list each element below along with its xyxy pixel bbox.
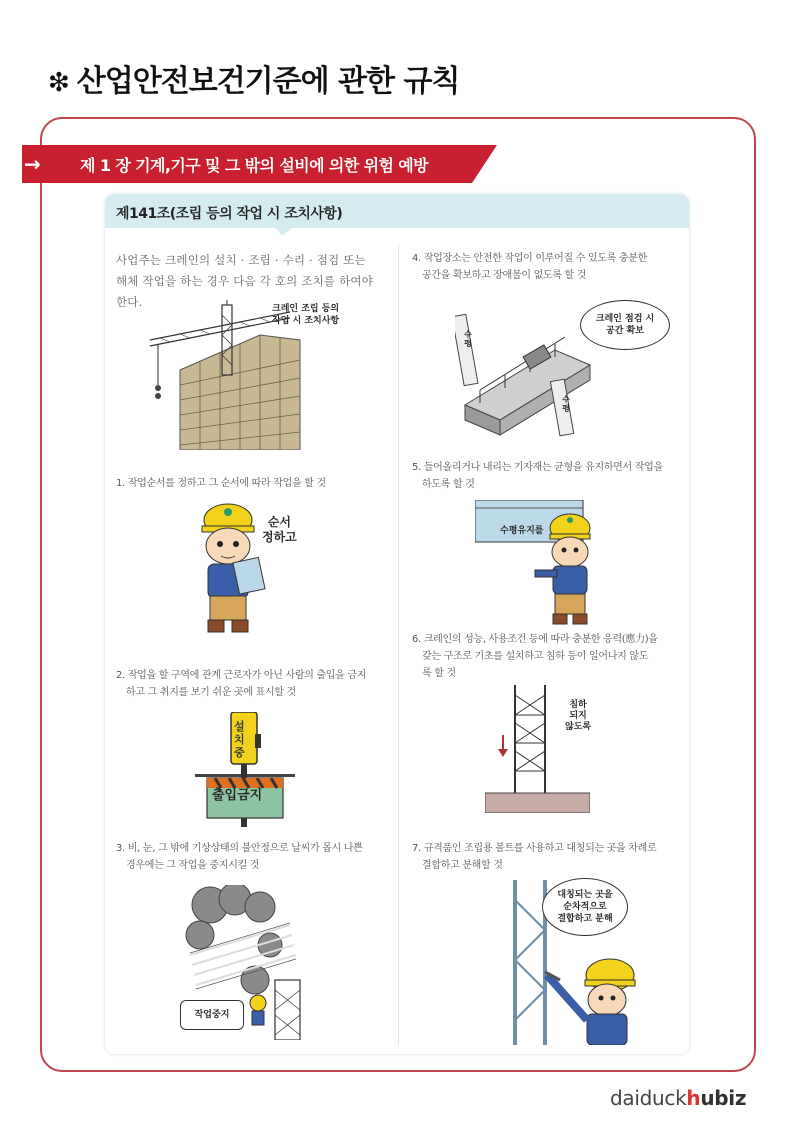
item-line: 하고 그 취지를 보기 쉬운 곳에 표시할 것 bbox=[126, 687, 296, 698]
sign-vertical-text bbox=[234, 720, 245, 759]
tower-caption bbox=[565, 700, 591, 733]
brand-part: ubiz bbox=[700, 1086, 747, 1110]
bolt-bubble bbox=[542, 878, 628, 936]
bolt-bubble-line: 대칭되는 곳을 bbox=[557, 890, 613, 900]
brand-part: daiduck bbox=[610, 1086, 687, 1110]
item-line: 5. 들어올리거나 내리는 기자재는 균형을 유지하면서 작업을 bbox=[412, 462, 663, 473]
item-line: 결합하고 분해할 것 bbox=[422, 860, 503, 871]
crane-caption bbox=[272, 303, 339, 327]
rail-sign-right: 수평 bbox=[562, 395, 570, 413]
article-item-7 bbox=[412, 840, 687, 874]
sign-char: 설 bbox=[234, 720, 245, 733]
article-item-1 bbox=[116, 475, 396, 492]
tower-caption-line: 되지 bbox=[569, 711, 587, 721]
worker1-bubble-line: 순서 bbox=[267, 515, 291, 529]
arrow-right-icon: → bbox=[24, 152, 41, 176]
column-divider bbox=[398, 245, 399, 1045]
article-item-5 bbox=[412, 459, 687, 493]
no-entry-sign-illustration bbox=[195, 712, 295, 827]
intro-line: 해체 작업을 하는 경우 다음 각 호의 조치를 하여야 bbox=[116, 274, 374, 288]
intro-line: 사업주는 크레인의 설치 · 조립 · 수리 · 점검 또는 bbox=[116, 253, 366, 267]
item-line: 7. 규격품인 조립용 볼트를 사용하고 대칭되는 곳을 차례로 bbox=[412, 843, 657, 854]
item-line: 하도록 할 것 bbox=[422, 479, 475, 490]
inspection-bubble bbox=[580, 300, 670, 350]
article-item-4 bbox=[412, 250, 687, 284]
item-line: 경우에는 그 작업을 중지시킬 것 bbox=[126, 860, 260, 871]
rail-sign-left: 수평 bbox=[464, 330, 472, 348]
article-item-6 bbox=[412, 631, 687, 682]
item-line: 4. 작업장소는 안전한 작업이 이루어질 수 있도록 충분한 bbox=[412, 253, 648, 264]
item-line: 3. 비, 눈, 그 밖에 기상상태의 불안정으로 날씨가 몹시 나쁜 bbox=[116, 843, 363, 854]
article-item-3 bbox=[116, 840, 396, 874]
crane-caption-line: 작업 시 조치사항 bbox=[272, 316, 340, 326]
brand-logo bbox=[610, 1086, 746, 1110]
inspection-bubble-line: 크레인 점검 시 bbox=[595, 314, 655, 324]
level-bubble: 수평유지를 bbox=[500, 526, 544, 536]
tower-caption-line: 않도록 bbox=[565, 722, 592, 732]
item-line: 6. 크레인의 성능, 사용조건 등에 따라 충분한 응력(應力)을 bbox=[412, 634, 658, 645]
girder-walkway-illustration bbox=[455, 295, 595, 440]
sign-char: 치 bbox=[234, 733, 245, 746]
brand-part: h bbox=[686, 1086, 701, 1110]
item-line: 1. 작업순서를 정하고 그 순서에 따라 작업을 할 것 bbox=[116, 478, 326, 489]
page-title-text: 산업안전보건기준에 관한 규칙 bbox=[76, 64, 460, 99]
tower-caption-line: 침하 bbox=[569, 700, 587, 710]
item-line: 2. 작업을 할 구역에 관계 근로자가 아닌 사람의 출입을 금지 bbox=[116, 670, 367, 681]
article-item-2 bbox=[116, 667, 396, 701]
bolt-bubble-line: 순차적으로 bbox=[563, 902, 607, 912]
item-line: 공간을 확보하고 장애물이 없도록 할 것 bbox=[422, 270, 587, 281]
chapter-title: 제 1 장 기계,기구 및 그 밖의 설비에 의한 위험 예방 bbox=[80, 156, 428, 175]
item-line: 록 할 것 bbox=[422, 668, 456, 679]
bolt-bubble-line: 결합하고 분해 bbox=[557, 914, 613, 924]
article-title: 제141조(조립 등의 작업 시 조치사항) bbox=[116, 206, 343, 222]
worker1-bubble bbox=[262, 515, 297, 545]
item-line: 갖는 구조로 기초를 설치하고 침하 등이 일어나지 않도 bbox=[422, 651, 649, 662]
worker1-bubble-line: 정하고 bbox=[262, 530, 297, 544]
intro-line: 한다. bbox=[116, 295, 143, 309]
inspection-bubble-line: 공간 확보 bbox=[606, 326, 644, 336]
page-title bbox=[48, 56, 459, 100]
sign-horizontal-text: 출입금지 bbox=[212, 788, 263, 803]
level-load-illustration bbox=[475, 500, 615, 630]
crane-caption-line: 크레인 조립 등의 bbox=[272, 304, 340, 314]
asterisk-icon: ❇ bbox=[48, 68, 69, 98]
storm-bubble: 작업중지 bbox=[180, 1000, 244, 1030]
sign-char: 중 bbox=[234, 746, 245, 759]
